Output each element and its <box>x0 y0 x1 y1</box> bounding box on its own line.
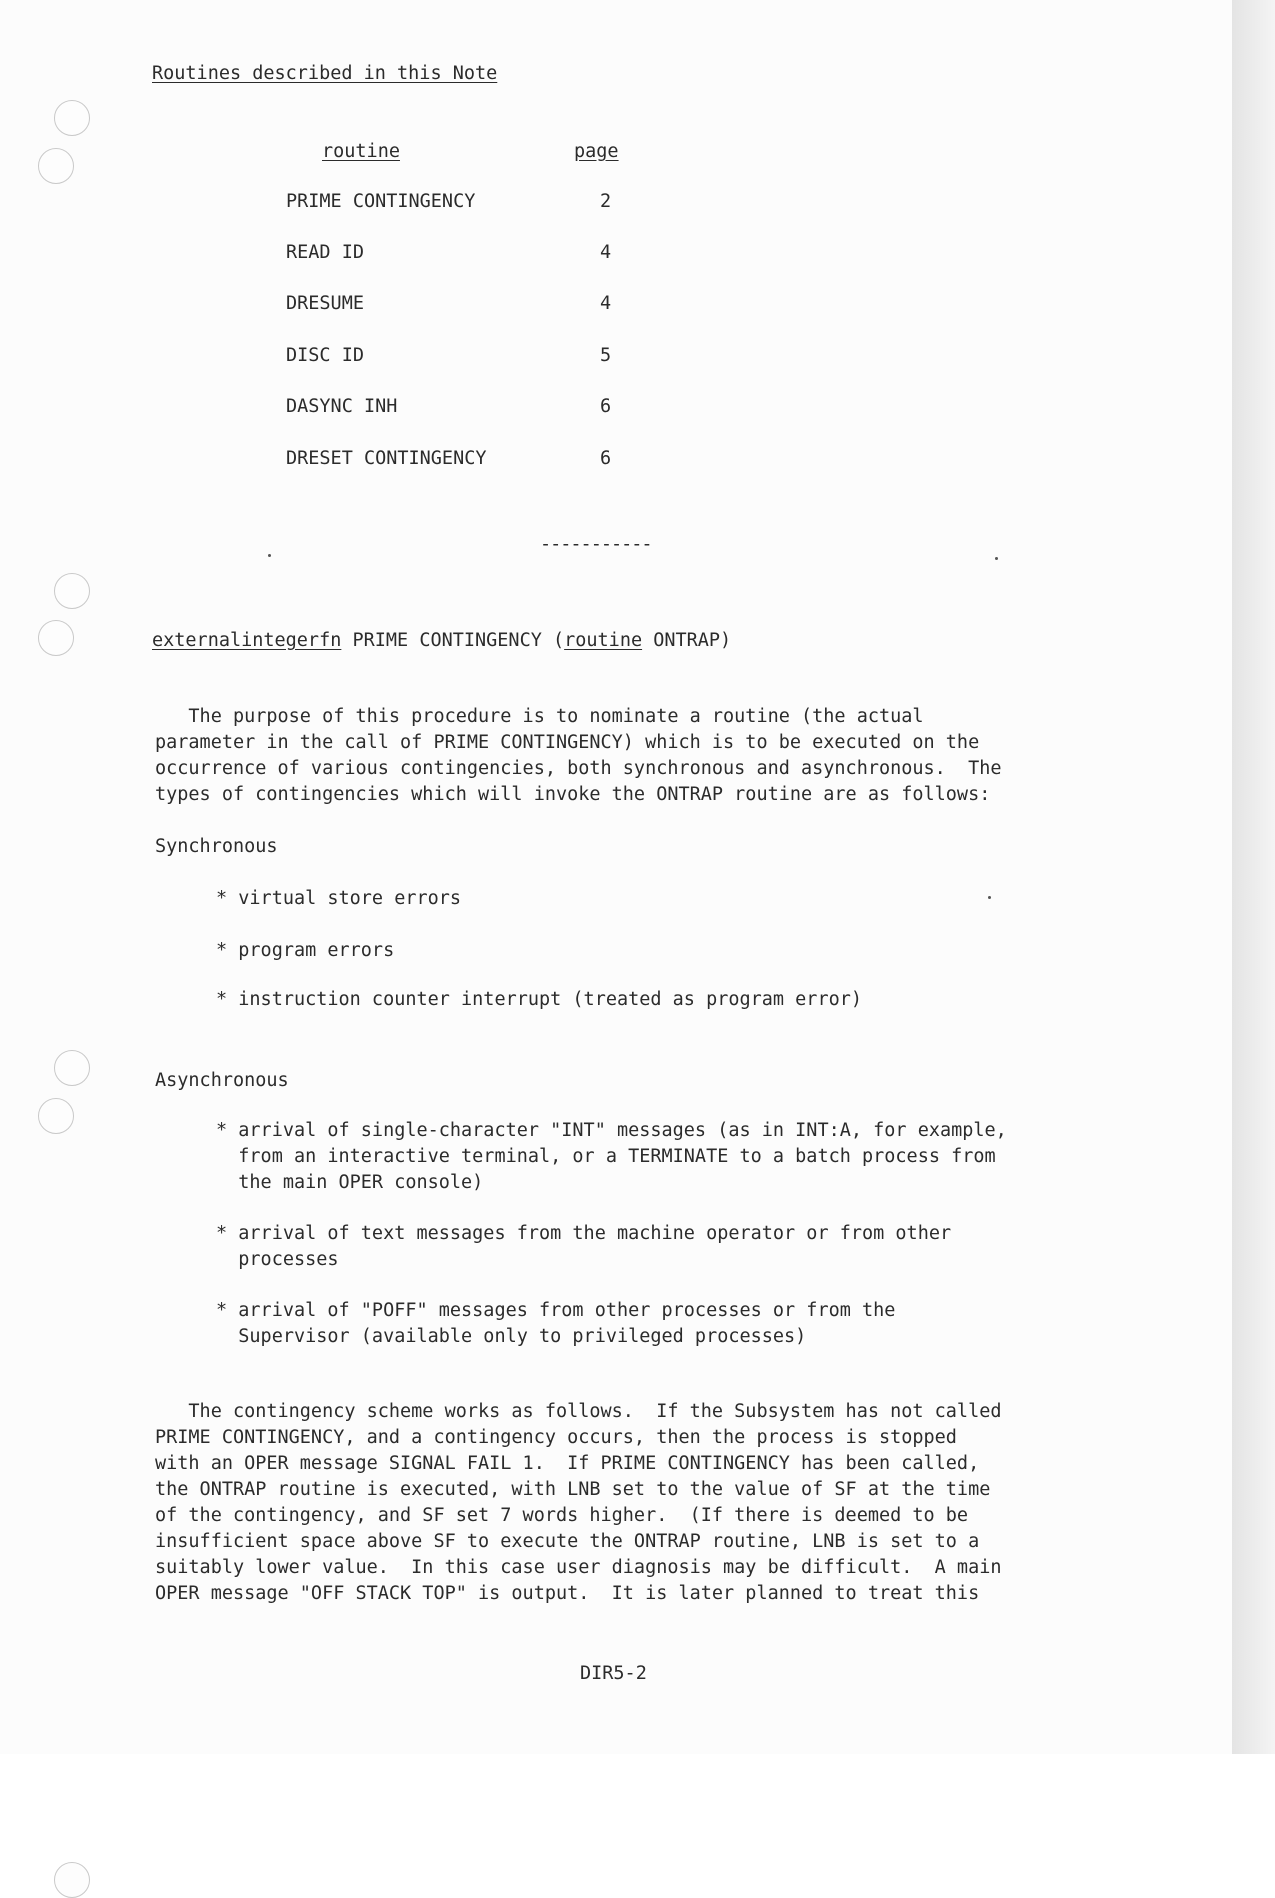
punch-hole <box>54 573 90 609</box>
punch-hole <box>38 1098 74 1134</box>
page-footer: DIR5-2 <box>580 1663 647 1684</box>
paragraph-line: the ONTRAP routine is executed, with LNB set to the value of SF at the time <box>155 1479 991 1500</box>
signature-param-keyword: routine <box>564 630 643 651</box>
toc-row-name: DRESET CONTINGENCY <box>286 448 487 469</box>
paragraph-line: The contingency scheme works as follows. If the Subsystem has not called <box>155 1401 1002 1422</box>
async-item-line: from an interactive terminal, or a TERMINATE to a batch process from <box>216 1146 996 1167</box>
paragraph-line: of the contingency, and SF set 7 words higher. (If there is deemed to be <box>155 1505 969 1526</box>
toc-row-page: 4 <box>600 293 612 314</box>
paragraph-line: types of contingencies which will invoke the ONTRAP routine are as follows: <box>155 784 991 805</box>
toc-row-page: 2 <box>600 191 612 212</box>
paragraph-line: insufficient space above SF to execute the ONTRAP routine, LNB is set to a <box>155 1531 980 1552</box>
async-item-line: * arrival of text messages from the machine operator or from other <box>216 1223 952 1244</box>
punch-hole <box>54 1050 90 1086</box>
separator: ----------- <box>540 534 652 555</box>
punch-hole <box>38 620 74 656</box>
async-item-line: Supervisor (available only to privileged processes) <box>216 1326 807 1347</box>
sync-heading: Synchronous <box>155 836 278 857</box>
sync-item: * instruction counter interrupt (treated as program error) <box>216 989 863 1010</box>
punch-hole <box>38 148 74 184</box>
paragraph-line: The purpose of this procedure is to nominate a routine (the actual <box>155 706 924 727</box>
toc-row-name: DASYNC INH <box>286 396 398 417</box>
paragraph-line: occurrence of various contingencies, both synchronous and asynchronous. The <box>155 758 1002 779</box>
toc-row-name: READ ID <box>286 242 364 263</box>
paragraph-line: OPER message "OFF STACK TOP" is output. It is later planned to treat this <box>155 1583 980 1604</box>
signature-keyword: externalintegerfn <box>152 630 342 651</box>
speck <box>268 554 271 557</box>
punch-hole <box>54 1862 90 1898</box>
paragraph-line: PRIME CONTINGENCY, and a contingency occurs, then the process is stopped <box>155 1427 957 1448</box>
speck <box>995 557 998 560</box>
toc-col-page: page <box>574 141 619 162</box>
toc-row-page: 5 <box>600 345 612 366</box>
signature-param: ONTRAP) <box>642 630 732 651</box>
paragraph-line: suitably lower value. In this case user diagnosis may be difficult. A main <box>155 1557 1002 1578</box>
async-heading: Asynchronous <box>155 1070 289 1091</box>
punch-hole <box>54 100 90 136</box>
toc-row-name: DRESUME <box>286 293 364 314</box>
toc-col-routine: routine <box>322 141 400 162</box>
paragraph-line: parameter in the call of PRIME CONTINGENCY) which is to be executed on the <box>155 732 980 753</box>
async-item-line: * arrival of "POFF" messages from other processes or from the <box>216 1300 896 1321</box>
async-item-line: processes <box>216 1249 339 1270</box>
toc-row-page: 6 <box>600 396 612 417</box>
async-item-line: * arrival of single-character "INT" messages (as in INT:A, for example, <box>216 1120 1007 1141</box>
routine-signature <box>152 628 731 654</box>
async-item-line: the main OPER console) <box>216 1172 484 1193</box>
page-edge-shadow <box>1232 0 1275 1754</box>
toc-row-name: DISC ID <box>286 345 364 366</box>
sync-item: * program errors <box>216 940 395 961</box>
speck <box>988 896 991 899</box>
signature-name: PRIME CONTINGENCY ( <box>341 630 565 651</box>
sync-item: * virtual store errors <box>216 888 462 909</box>
toc-heading: Routines described in this Note <box>152 63 498 84</box>
toc-row-page: 4 <box>600 242 612 263</box>
toc-row-name: PRIME CONTINGENCY <box>286 191 476 212</box>
toc-row-page: 6 <box>600 448 612 469</box>
paragraph-line: with an OPER message SIGNAL FAIL 1. If PRIME CONTINGENCY has been called, <box>155 1453 980 1474</box>
